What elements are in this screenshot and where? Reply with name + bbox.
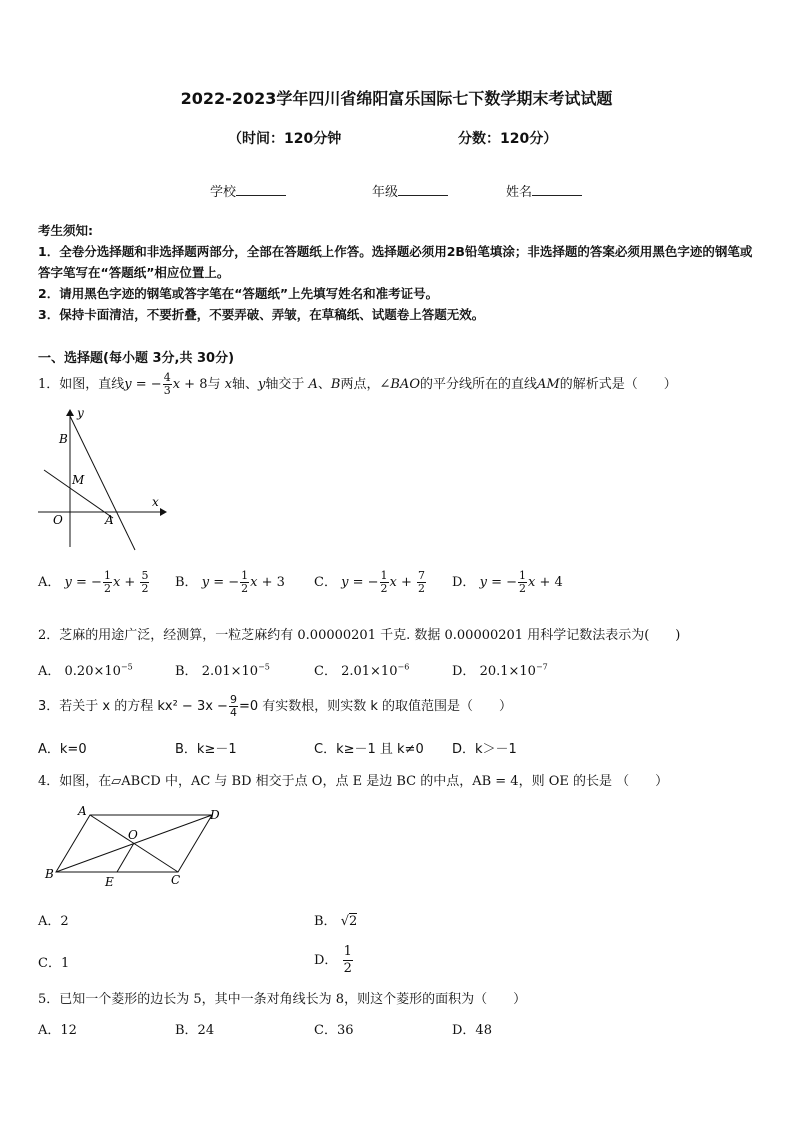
exam-time: （时间：120分钟 [228, 131, 342, 147]
notice-item-3: 3．保持卡面清洁，不要折叠，不要弄破、弄皱，在草稿纸、试题卷上答题无效。 [38, 307, 485, 322]
q2-b-label: B． [175, 664, 198, 679]
q1-option-b: B． y = − $\frac{1}{2}$ x + 3 [175, 569, 285, 595]
notice-item-2: 2．请用黑色字迹的钢笔或答字笔在“答题纸”上先填写姓名和准考证号。 [38, 286, 439, 301]
question-2: 2．芝麻的用途广泛，经测算，一粒芝麻约有 0.00000201 千克. 数据 0.00000201 用科学记数法表示为( ) [38, 628, 681, 643]
q2-c-exp: −6 [397, 662, 410, 672]
question-3 [38, 694, 512, 719]
q4-option-a: A．2 [38, 914, 69, 929]
q2-d-label: D． [452, 664, 476, 679]
q4-d-den: 2 [343, 961, 352, 976]
label-m: M [72, 473, 85, 487]
q4-b-value: 2 [349, 914, 358, 929]
school-label: 学校 [210, 185, 237, 200]
q2-a-value: 0.20×10 [64, 664, 121, 679]
q3-option-c: C．k≥－1 且 k≠0 [314, 742, 424, 757]
q2-option-c [314, 660, 409, 679]
label-o: O [53, 513, 63, 527]
notice-item-1: 1．全卷分选择题和非选择题两部分，全部在答题纸上作答。选择题必须用2B铅笔填涂；非选择题的答案必须用黑色字迹的钢笔或答字笔写在“答题纸”相应位置上。 [38, 244, 753, 280]
q2-c-label: C． [314, 664, 337, 679]
q1-c-label: C． [314, 575, 337, 590]
label-b: B [45, 867, 54, 881]
label-e: E [105, 875, 114, 889]
q1-suffix: 的解析式是（ ） [559, 377, 677, 392]
q4-figure [40, 800, 230, 890]
q4-option-c: C．1 [38, 956, 70, 971]
q1-text4: 两点，∠ [340, 377, 391, 392]
label-x: x [152, 495, 159, 509]
page-title: 2022-2023学年四川省绵阳富乐国际七下数学期末考试试题 [180, 89, 613, 108]
q2-b-exp: −5 [258, 662, 270, 672]
name-blank [532, 183, 582, 196]
sqrt-icon: √ [340, 914, 349, 929]
q3-prefix: 3．若关于 x 的方程 kx² − 3x − [38, 699, 228, 714]
q2-d-value: 20.1×10 [479, 664, 536, 679]
q1-a-label: A． [38, 575, 61, 590]
q2-a-exp: −5 [120, 662, 133, 672]
label-c: C [171, 873, 181, 887]
label-b: B [59, 432, 68, 446]
name-label: 姓名 [506, 185, 533, 200]
label-a: A [78, 804, 87, 818]
q1-text2: 轴、 [231, 377, 258, 392]
label-d: D [210, 808, 220, 822]
name-field [506, 181, 582, 200]
q3-option-a: A．k=0 [38, 742, 87, 757]
q2-a-label: A． [38, 664, 61, 679]
q4-option-d [314, 944, 354, 977]
q2-option-b [175, 660, 270, 679]
q1-option-d: D． y = − $\frac{1}{2}$ x + 4 [452, 569, 563, 595]
q4-b-label: B． [314, 914, 337, 929]
q1-figure [34, 402, 169, 554]
q1-prefix: 1．如图，直线 [38, 377, 125, 392]
q3-den: 4 [229, 706, 237, 719]
q4-d-num: 1 [343, 944, 352, 959]
q1-fraction: $\frac{4}{3}$ [163, 371, 171, 397]
school-blank [236, 183, 286, 196]
q1-middle: 与 [207, 377, 221, 392]
q2-option-a [38, 660, 133, 679]
q3-suffix: =0 有实数根，则实数 k 的取值范围是（ ） [238, 699, 513, 714]
q3-option-d: D．k＞－1 [452, 742, 517, 757]
q5-option-c: C．36 [314, 1023, 354, 1038]
question-4: 4．如图，在▱ABCD 中，AC 与 BD 相交于点 O，点 E 是边 BC 的中点，AB = 4，则 OE 的长是 （ ） [38, 774, 669, 789]
q1-text3: 轴交于 [265, 377, 305, 392]
q5-option-b: B．24 [175, 1023, 215, 1038]
segment-oe [117, 843, 134, 872]
q2-b-value: 2.01×10 [201, 664, 259, 679]
q3-option-b: B．k≥－1 [175, 742, 237, 757]
label-a: A [105, 513, 114, 527]
q2-d-exp: −7 [535, 662, 548, 672]
grade-label: 年级 [372, 185, 399, 200]
question-5: 5．已知一个菱形的边长为 5，其中一条对角线长为 8，则这个菱形的面积为（ ） [38, 992, 527, 1007]
q4-d-label: D． [314, 953, 338, 968]
q2-c-value: 2.01×10 [341, 664, 398, 679]
section-heading: 一、选择题(每小题 3分,共 30分) [38, 351, 235, 366]
q4-option-b [314, 910, 357, 929]
q5-option-a: A．12 [38, 1023, 77, 1038]
q1-b-label: B． [175, 575, 198, 590]
q2-option-d [452, 660, 548, 679]
q1-option-c: C． y = − $\frac{1}{2}$ x + $\frac{7}{2}$ [314, 569, 426, 595]
y-axis-arrow-icon [66, 409, 74, 416]
q3-num: 9 [229, 693, 237, 706]
exam-score: 分数：120分） [458, 131, 558, 147]
q5-option-d: D．48 [452, 1023, 492, 1038]
school-field [210, 181, 286, 200]
grade-field [372, 181, 448, 200]
grade-blank [398, 183, 448, 196]
question-1: 1．如图，直线y = − $\frac{4}{3}$ x + 8与 x轴、y轴交于 A、B两点，∠BAO的平分线所在的直线AM的解析式是（ ） [38, 371, 677, 397]
q1-d-label: D． [452, 575, 476, 590]
q1-option-a: A． y = − $\frac{1}{2}$ x + $\frac{5}{2}$ [38, 569, 149, 595]
x-axis-arrow-icon [160, 508, 167, 516]
notice-heading: 考生须知: [38, 223, 93, 238]
q1-text5: 的平分线所在的直线 [419, 377, 537, 392]
label-o: O [128, 828, 138, 842]
label-y: y [77, 406, 84, 420]
